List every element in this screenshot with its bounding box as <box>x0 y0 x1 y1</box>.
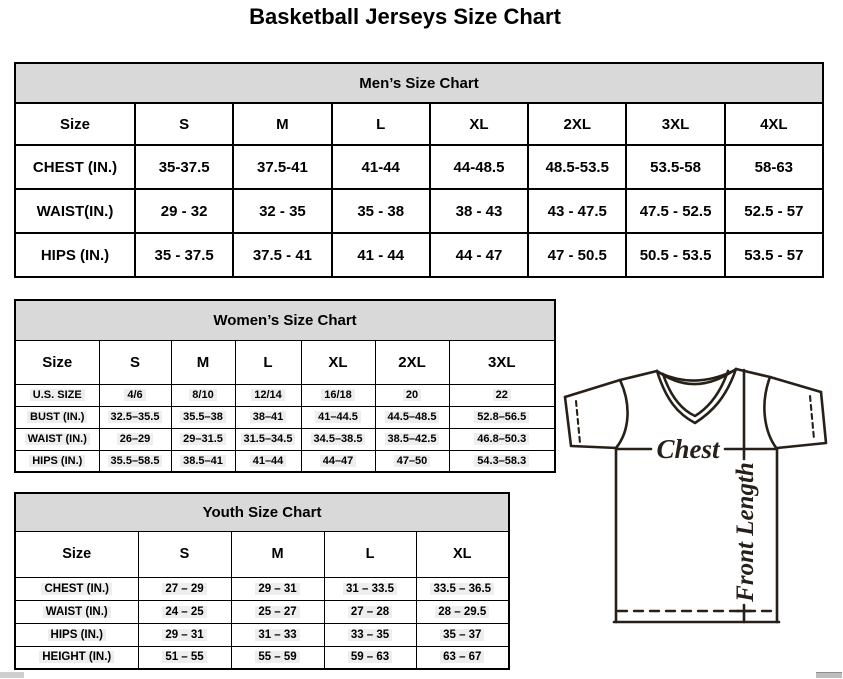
youth-row-label <box>15 646 138 669</box>
youth-row-label <box>15 623 138 646</box>
jersey-outline <box>565 369 826 622</box>
women-size-value <box>375 428 449 450</box>
women-size-value <box>235 428 301 450</box>
youth-size-value <box>231 600 324 623</box>
youth-size-value <box>416 600 509 623</box>
women-size-value-text: 41–44 <box>250 455 287 467</box>
men-size-value: 47 - 50.5 <box>528 233 626 277</box>
women-size-value <box>375 406 449 428</box>
women-size-value-text: 44–47 <box>320 455 357 467</box>
women-size-value-text: 32.5–35.5 <box>108 411 163 423</box>
women-size-value <box>301 384 375 406</box>
page-title: Basketball Jerseys Size Chart <box>249 4 561 29</box>
youth-size-value <box>231 646 324 669</box>
women-size-value-text: 31.5–34.5 <box>241 433 296 445</box>
men-size-value: 35-37.5 <box>135 145 233 189</box>
men-size-value: 48.5-53.5 <box>528 145 626 189</box>
women-row-label-text: BUST (IN.) <box>27 411 87 423</box>
youth-size-value-text: 27 – 29 <box>162 583 206 595</box>
jersey-measurement-diagram <box>556 358 843 630</box>
youth-size-value <box>138 600 231 623</box>
men-size-value: 52.5 - 57 <box>725 189 823 233</box>
youth-column-header: M <box>231 531 324 577</box>
men-row-label: WAIST(IN.) <box>15 189 135 233</box>
youth-size-value <box>138 577 231 600</box>
youth-size-value <box>231 577 324 600</box>
women-column-header: 3XL <box>449 340 555 384</box>
men-row-label: CHEST (IN.) <box>15 145 135 189</box>
women-size-value-text: 16/18 <box>321 389 355 401</box>
women-size-value <box>171 450 235 472</box>
women-size-value-text: 20 <box>403 389 421 401</box>
women-size-value-text: 4/6 <box>124 389 145 401</box>
youth-size-value-text: 31 – 33 <box>255 629 299 641</box>
women-size-value <box>449 384 555 406</box>
men-chart-title: Men’s Size Chart <box>15 63 823 103</box>
women-column-header: Size <box>15 340 99 384</box>
women-size-value <box>449 406 555 428</box>
youth-size-value <box>324 623 416 646</box>
women-size-value-text: 38.5–41 <box>180 455 226 467</box>
women-size-value-text: 38.5–42.5 <box>385 433 440 445</box>
women-size-value <box>301 428 375 450</box>
youth-column-header: XL <box>416 531 509 577</box>
women-chart-title: Women’s Size Chart <box>15 300 555 340</box>
women-size-value <box>235 406 301 428</box>
men-size-table <box>14 62 824 278</box>
women-size-value-text: 46.8–50.3 <box>474 433 529 445</box>
men-size-value: 35 - 37.5 <box>135 233 233 277</box>
women-size-value <box>235 384 301 406</box>
youth-column-header: Size <box>15 531 138 577</box>
youth-size-value <box>416 623 509 646</box>
men-column-header: S <box>135 103 233 145</box>
women-size-value <box>449 428 555 450</box>
women-size-value-text: 54.3–58.3 <box>474 455 529 467</box>
youth-size-value-text: 63 – 67 <box>440 651 484 663</box>
women-row-label <box>15 450 99 472</box>
men-size-value: 35 - 38 <box>332 189 430 233</box>
youth-size-value-text: 31 – 33.5 <box>343 583 397 595</box>
youth-size-value-text: 24 – 25 <box>162 606 206 618</box>
youth-row-label-text: WAIST (IN.) <box>43 606 111 618</box>
men-size-value: 37.5 - 41 <box>233 233 331 277</box>
women-size-value-text: 41–44.5 <box>315 411 361 423</box>
men-size-value: 43 - 47.5 <box>528 189 626 233</box>
front-length-label: Front Length <box>732 462 759 602</box>
youth-size-value-text: 29 – 31 <box>255 583 299 595</box>
women-size-value-text: 8/10 <box>189 389 216 401</box>
men-size-value: 53.5-58 <box>626 145 724 189</box>
men-size-value: 41-44 <box>332 145 430 189</box>
women-size-value-text: 26–29 <box>117 433 154 445</box>
women-size-value-text: 38–41 <box>250 411 287 423</box>
men-size-value: 47.5 - 52.5 <box>626 189 724 233</box>
women-size-value <box>301 450 375 472</box>
women-row-label-text: WAIST (IN.) <box>25 433 90 445</box>
youth-row-label <box>15 577 138 600</box>
women-size-value-text: 47–50 <box>394 455 431 467</box>
youth-size-value <box>324 577 416 600</box>
women-column-header: XL <box>301 340 375 384</box>
men-size-value: 44 - 47 <box>430 233 528 277</box>
women-size-value-text: 22 <box>493 389 511 401</box>
women-row-label <box>15 384 99 406</box>
women-size-value <box>171 406 235 428</box>
jersey-collar <box>657 369 736 423</box>
youth-column-header: S <box>138 531 231 577</box>
youth-size-value-text: 51 – 55 <box>162 651 206 663</box>
men-column-header: M <box>233 103 331 145</box>
youth-size-value <box>231 623 324 646</box>
men-size-value: 50.5 - 53.5 <box>626 233 724 277</box>
men-size-value: 58-63 <box>725 145 823 189</box>
chest-label: Chest <box>656 434 720 464</box>
women-size-value <box>235 450 301 472</box>
men-column-header: L <box>332 103 430 145</box>
women-size-value <box>171 428 235 450</box>
women-size-value <box>99 384 171 406</box>
women-column-header: 2XL <box>375 340 449 384</box>
women-size-value-text: 12/14 <box>251 389 285 401</box>
youth-size-value-text: 59 – 63 <box>348 651 392 663</box>
women-size-value <box>375 450 449 472</box>
women-size-table <box>14 299 556 473</box>
youth-size-value <box>138 623 231 646</box>
men-column-header: 2XL <box>528 103 626 145</box>
women-column-header: M <box>171 340 235 384</box>
youth-row-label-text: HEIGHT (IN.) <box>39 651 114 663</box>
mens-size-chart <box>14 62 824 276</box>
women-size-value <box>449 450 555 472</box>
youth-size-value-text: 28 – 29.5 <box>435 606 489 618</box>
men-size-value: 44-48.5 <box>430 145 528 189</box>
youth-size-value-text: 33 – 35 <box>348 629 392 641</box>
men-size-value: 38 - 43 <box>430 189 528 233</box>
men-size-value: 37.5-41 <box>233 145 331 189</box>
youth-size-value-text: 29 – 31 <box>162 629 206 641</box>
women-row-label-text: U.S. SIZE <box>30 389 85 401</box>
women-size-value-text: 35.5–58.5 <box>108 455 163 467</box>
women-size-value-text: 52.8–56.5 <box>474 411 529 423</box>
women-size-value <box>301 406 375 428</box>
men-size-value: 32 - 35 <box>233 189 331 233</box>
scrollbar-fragment-left[interactable] <box>0 672 24 678</box>
men-column-header: 4XL <box>725 103 823 145</box>
men-size-value: 41 - 44 <box>332 233 430 277</box>
front-length-measure-line <box>732 370 759 622</box>
men-size-value: 53.5 - 57 <box>725 233 823 277</box>
chest-measure-line <box>616 434 777 464</box>
youth-size-table <box>14 492 510 670</box>
youth-size-chart <box>14 492 508 669</box>
women-row-label-text: HIPS (IN.) <box>29 455 85 467</box>
men-column-header: Size <box>15 103 135 145</box>
youth-size-value <box>416 577 509 600</box>
women-size-value <box>99 450 171 472</box>
youth-size-value-text: 25 – 27 <box>255 606 299 618</box>
youth-chart-title: Youth Size Chart <box>15 493 509 531</box>
women-row-label <box>15 428 99 450</box>
women-size-value-text: 34.5–38.5 <box>311 433 366 445</box>
youth-size-value-text: 35 – 37 <box>440 629 484 641</box>
men-row-label: HIPS (IN.) <box>15 233 135 277</box>
youth-size-value-text: 27 – 28 <box>348 606 392 618</box>
womens-size-chart <box>14 299 554 471</box>
women-size-value <box>99 406 171 428</box>
women-row-label <box>15 406 99 428</box>
youth-size-value-text: 55 – 59 <box>255 651 299 663</box>
scrollbar-fragment-right[interactable] <box>816 672 842 678</box>
youth-row-label-text: CHEST (IN.) <box>41 583 112 595</box>
youth-size-value <box>324 646 416 669</box>
women-size-value-text: 29–31.5 <box>180 433 226 445</box>
youth-size-value-text: 33.5 – 36.5 <box>430 583 494 595</box>
youth-size-value <box>138 646 231 669</box>
women-size-value <box>375 384 449 406</box>
women-column-header: S <box>99 340 171 384</box>
men-column-header: XL <box>430 103 528 145</box>
men-column-header: 3XL <box>626 103 724 145</box>
women-size-value-text: 44.5–48.5 <box>385 411 440 423</box>
women-size-value-text: 35.5–38 <box>180 411 226 423</box>
women-size-value <box>171 384 235 406</box>
youth-column-header: L <box>324 531 416 577</box>
men-size-value: 29 - 32 <box>135 189 233 233</box>
youth-size-value <box>324 600 416 623</box>
youth-row-label <box>15 600 138 623</box>
youth-row-label-text: HIPS (IN.) <box>48 629 106 641</box>
youth-size-value <box>416 646 509 669</box>
women-column-header: L <box>235 340 301 384</box>
women-size-value <box>99 428 171 450</box>
